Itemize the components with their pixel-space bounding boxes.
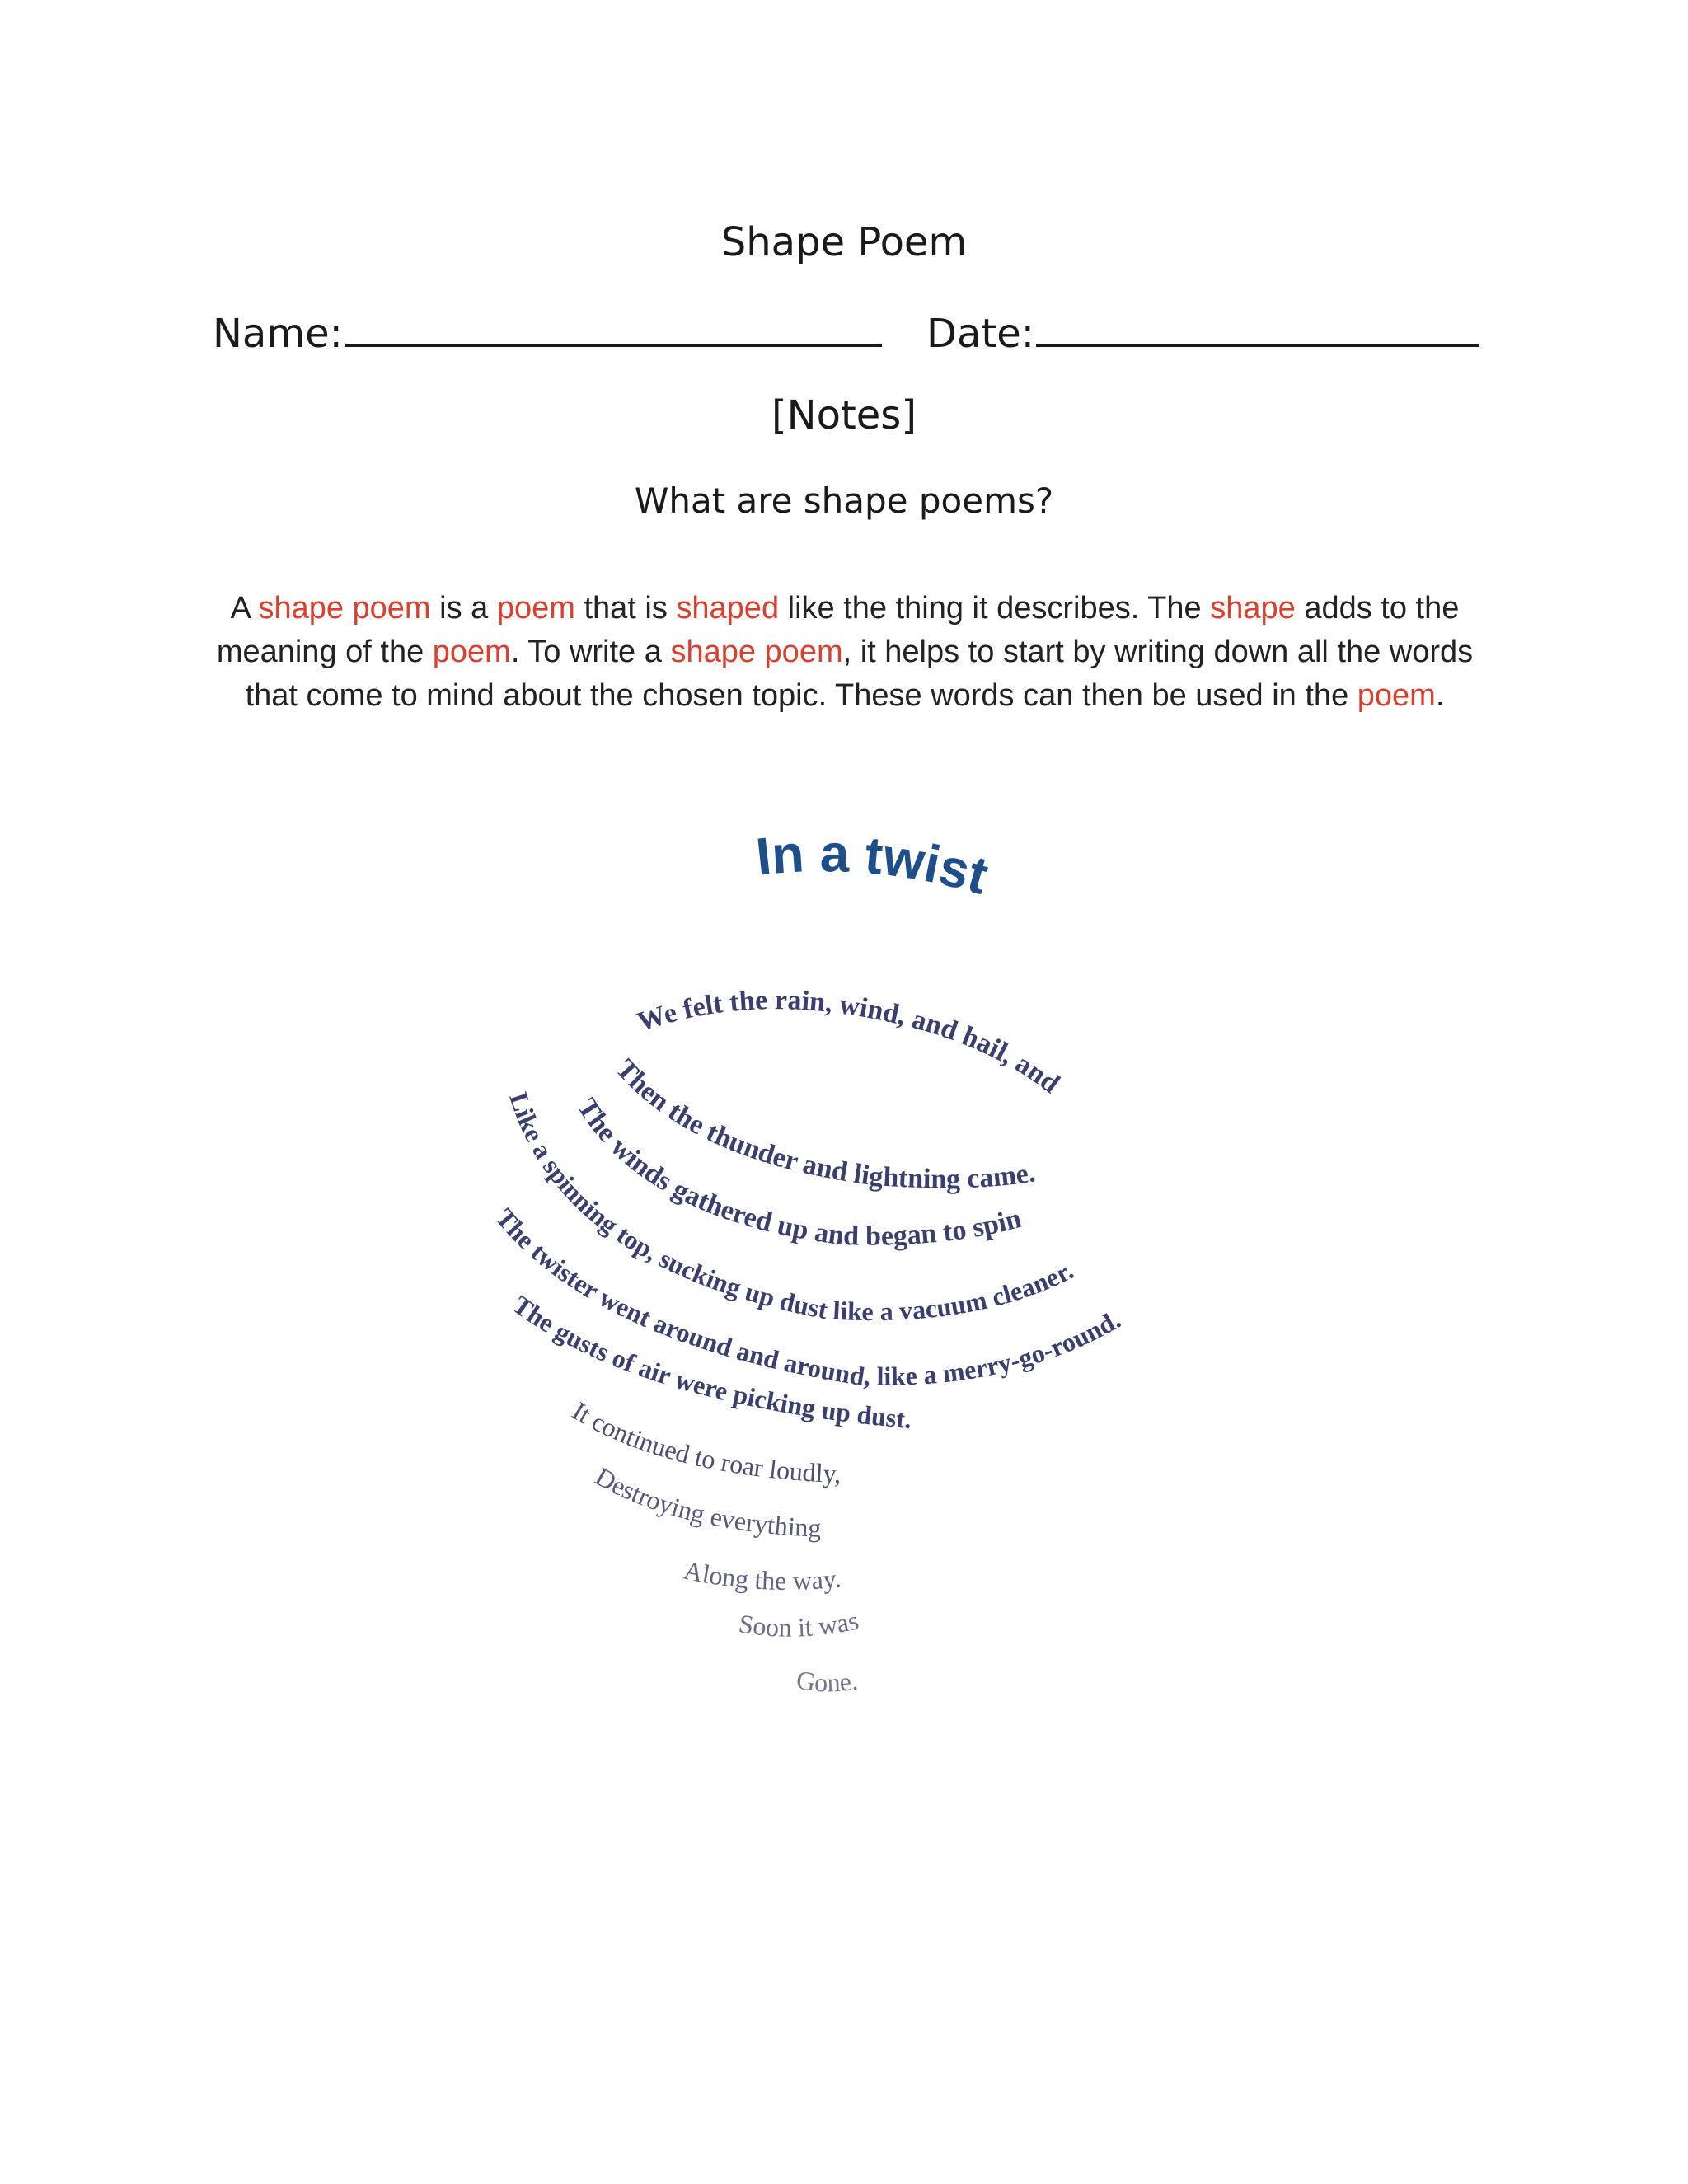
poem-line: We felt the rain, wind, and hail, and [633, 985, 1066, 1099]
twister-poem-figure [330, 824, 1467, 1813]
para-text: , it helps to start by writing down all the words that come to mind about the chosen topic. These words can then be used in the [245, 635, 1474, 713]
poem-line: Then the thunder and lightning came. [609, 1053, 1038, 1195]
definition-paragraph [190, 587, 1500, 718]
para-highlight: shape poem [670, 635, 843, 669]
para-text: that is [574, 591, 677, 626]
name-label: Name: [213, 311, 343, 357]
para-highlight: shape [1210, 591, 1296, 626]
page-title: Shape Poem [720, 219, 968, 265]
poem-line: The winds gathered up and began to spin [571, 1093, 1025, 1252]
para-highlight: poem [496, 591, 575, 626]
para-text: A [230, 591, 259, 626]
date-label: Date: [926, 311, 1034, 357]
date-field[interactable] [926, 303, 1479, 360]
poem-line: Gone. [794, 1664, 860, 1698]
para-highlight: poem [1357, 678, 1436, 713]
para-text: . To write a [510, 635, 671, 669]
poem-title: In a twist [753, 824, 995, 906]
para-highlight: poem [432, 635, 511, 669]
poem-line: Like a spinning top, sucking up dust like a vacuum cleaner. [504, 1088, 1078, 1327]
poem-line: The gusts of air were picking up dust. [507, 1289, 913, 1435]
question-heading: What are shape poems? [634, 480, 1054, 521]
poem-line: Soon it was [736, 1605, 861, 1643]
name-field[interactable] [213, 303, 882, 360]
para-text: . [1435, 678, 1445, 713]
para-text: like the thing it describes. The [779, 591, 1211, 626]
para-text: is a [430, 591, 497, 626]
para-highlight: shaped [676, 591, 780, 626]
poem-line: It continued to roar loudly, [567, 1395, 842, 1489]
name-blank-line[interactable] [345, 303, 882, 347]
poem-line: Along the way. [681, 1554, 842, 1596]
notes-heading: [Notes] [771, 392, 917, 438]
para-highlight: shape poem [258, 591, 431, 626]
para-text: adds to the meaning of the [216, 591, 1460, 669]
date-blank-line[interactable] [1036, 303, 1479, 347]
poem-line: Destroying everything [590, 1460, 822, 1543]
poem-line: The twister went around and around, like a merry-go-round. [490, 1202, 1126, 1392]
